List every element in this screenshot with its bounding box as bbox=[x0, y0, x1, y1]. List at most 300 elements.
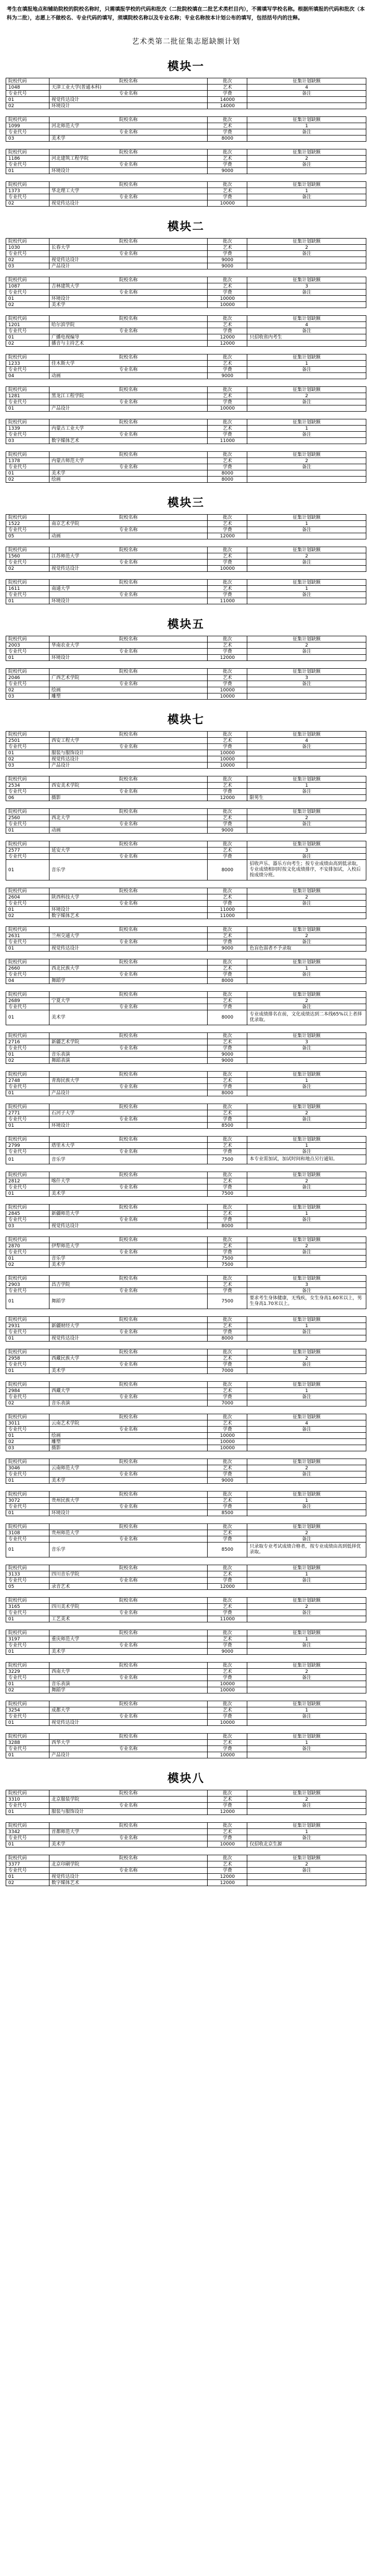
header-cell-batch: 批次 bbox=[208, 1104, 247, 1110]
university-code: 1611 bbox=[6, 586, 49, 592]
university-code: 2577 bbox=[6, 848, 49, 854]
header-cell-major-name: 专业名称 bbox=[49, 681, 208, 687]
university-block bbox=[6, 315, 366, 347]
header-cell-gap: 征集计划缺额 bbox=[247, 1172, 366, 1178]
university-batch: 艺术 bbox=[208, 894, 247, 901]
university-header-row bbox=[6, 1033, 366, 1039]
header-cell-gap: 征集计划缺额 bbox=[247, 239, 366, 245]
major-code: 01 bbox=[6, 1433, 49, 1439]
major-note bbox=[247, 1433, 366, 1439]
university-header-row bbox=[6, 636, 366, 642]
header-cell-tuition: 学费 bbox=[208, 1578, 247, 1584]
header-cell-gap: 征集计划缺额 bbox=[247, 809, 366, 815]
header-cell-major-code: 专业代号 bbox=[6, 367, 49, 373]
major-tuition: 8000 bbox=[208, 978, 247, 984]
major-name: 服装与服饰设计 bbox=[49, 750, 208, 756]
header-cell-note: 备注 bbox=[247, 162, 366, 168]
university-name: 昌吉学院 bbox=[49, 1282, 208, 1288]
university-row bbox=[6, 1178, 366, 1184]
header-cell-major-code: 专业代号 bbox=[6, 328, 49, 334]
major-code: 01 bbox=[6, 1543, 49, 1557]
header-cell-tuition: 学费 bbox=[208, 1116, 247, 1123]
header-cell-batch: 批次 bbox=[208, 1630, 247, 1636]
major-tuition: 8000 bbox=[208, 1335, 247, 1342]
header-cell-gap: 征集计划缺额 bbox=[247, 316, 366, 322]
header-cell-major-name: 专业名称 bbox=[49, 1536, 208, 1543]
university-batch: 艺术 bbox=[208, 586, 247, 592]
header-cell-code: 院校代码 bbox=[6, 992, 49, 998]
header-cell-gap: 征集计划缺额 bbox=[247, 1630, 366, 1636]
university-table bbox=[6, 926, 366, 952]
header-cell-batch: 批次 bbox=[208, 1349, 247, 1355]
university-header-row bbox=[6, 959, 366, 965]
university-row bbox=[6, 245, 366, 251]
header-cell-major-code: 专业代号 bbox=[6, 1329, 49, 1335]
major-note bbox=[247, 1478, 366, 1484]
header-cell-major-code: 专业代号 bbox=[6, 91, 49, 97]
header-cell-batch: 批次 bbox=[208, 1701, 247, 1707]
university-code: 3046 bbox=[6, 1465, 49, 1471]
university-row bbox=[6, 426, 366, 432]
university-header-row bbox=[6, 316, 366, 322]
major-code: 01 bbox=[6, 1191, 49, 1197]
header-cell-major-name: 专业名称 bbox=[49, 1610, 208, 1616]
header-cell-gap: 征集计划缺额 bbox=[247, 580, 366, 586]
header-cell-batch: 批次 bbox=[208, 1492, 247, 1498]
major-name: 绘画 bbox=[49, 1433, 208, 1439]
header-cell-tuition: 学费 bbox=[208, 432, 247, 438]
major-name: 美术学 bbox=[49, 1649, 208, 1655]
major-name: 动画 bbox=[49, 373, 208, 379]
major-note bbox=[247, 438, 366, 444]
header-cell-major-code: 专业代号 bbox=[6, 1803, 49, 1809]
header-cell-gap: 征集计划缺额 bbox=[247, 1137, 366, 1143]
university-batch: 艺术 bbox=[208, 1669, 247, 1675]
major-note bbox=[247, 1510, 366, 1516]
header-cell-major-code: 专业代号 bbox=[6, 681, 49, 687]
major-code: 01 bbox=[6, 1090, 49, 1096]
header-cell-note: 备注 bbox=[247, 1610, 366, 1616]
major-name: 环境设计 bbox=[49, 1510, 208, 1516]
major-row bbox=[6, 533, 366, 539]
major-code: 01 bbox=[6, 1052, 49, 1058]
university-batch: 艺术 bbox=[208, 783, 247, 789]
major-note: 只招收省内考生 bbox=[247, 334, 366, 341]
major-code: 02 bbox=[6, 913, 49, 919]
university-block bbox=[6, 1630, 366, 1655]
header-cell-major-name: 专业名称 bbox=[49, 649, 208, 655]
university-table bbox=[6, 78, 366, 109]
university-row bbox=[6, 783, 366, 789]
major-name: 环境设计 bbox=[49, 168, 208, 174]
major-tuition: 12000 bbox=[208, 1809, 247, 1815]
major-header-row bbox=[6, 1084, 366, 1090]
major-name: 视觉传达设计 bbox=[49, 1720, 208, 1726]
university-code: 2870 bbox=[6, 1243, 49, 1249]
header-cell-tuition: 学费 bbox=[208, 1714, 247, 1720]
university-table bbox=[6, 1491, 366, 1516]
major-tuition: 8000 bbox=[208, 860, 247, 880]
major-note: 只录取专业考试成绩合格者，按专业成绩由高到低择优录取。 bbox=[247, 1543, 366, 1557]
university-row bbox=[6, 933, 366, 939]
major-header-row bbox=[6, 560, 366, 566]
university-block bbox=[6, 776, 366, 801]
major-row bbox=[6, 1809, 366, 1815]
header-cell-code: 院校代码 bbox=[6, 1349, 49, 1355]
header-cell-code: 院校代码 bbox=[6, 1790, 49, 1797]
university-block bbox=[6, 1172, 366, 1197]
major-code: 01 bbox=[6, 598, 49, 604]
university-name: 西北大学 bbox=[49, 815, 208, 821]
major-header-row bbox=[6, 649, 366, 655]
university-block bbox=[6, 926, 366, 952]
header-cell-tuition: 学费 bbox=[208, 194, 247, 200]
university-header-row bbox=[6, 1492, 366, 1498]
major-row bbox=[6, 1058, 366, 1064]
university-code: 1522 bbox=[6, 521, 49, 527]
major-header-row bbox=[6, 91, 366, 97]
header-cell-name: 院校名称 bbox=[49, 1276, 208, 1282]
major-header-row bbox=[6, 432, 366, 438]
header-cell-code: 院校代码 bbox=[6, 1137, 49, 1143]
major-name: 环境设计 bbox=[49, 598, 208, 604]
university-block bbox=[6, 1491, 366, 1516]
university-gap: 2 bbox=[247, 1861, 366, 1868]
university-code: 1339 bbox=[6, 426, 49, 432]
university-table bbox=[6, 116, 366, 142]
header-cell-note: 备注 bbox=[247, 1249, 366, 1256]
university-batch: 艺术 bbox=[208, 458, 247, 464]
major-note bbox=[247, 263, 366, 269]
university-row bbox=[6, 1078, 366, 1084]
university-gap: 2 bbox=[247, 1243, 366, 1249]
university-row bbox=[6, 283, 366, 290]
university-batch: 艺术 bbox=[208, 156, 247, 162]
major-row bbox=[6, 1191, 366, 1197]
header-cell-note: 备注 bbox=[247, 1045, 366, 1052]
header-cell-major-code: 专业代号 bbox=[6, 1835, 49, 1841]
major-tuition: 8000 bbox=[208, 135, 247, 142]
header-cell-batch: 批次 bbox=[208, 959, 247, 965]
major-tuition: 12000 bbox=[208, 1584, 247, 1590]
university-table bbox=[6, 149, 366, 174]
header-cell-note: 备注 bbox=[247, 290, 366, 296]
header-cell-batch: 批次 bbox=[208, 1317, 247, 1323]
university-name: 内蒙古工业大学 bbox=[49, 426, 208, 432]
major-row bbox=[6, 334, 366, 341]
major-code: 01 bbox=[6, 1123, 49, 1129]
major-row bbox=[6, 687, 366, 693]
university-batch: 艺术 bbox=[208, 642, 247, 649]
major-note: 限男生 bbox=[247, 795, 366, 801]
header-cell-major-code: 专业代号 bbox=[6, 1394, 49, 1400]
university-gap: 1 bbox=[247, 1323, 366, 1329]
university-name: 西藏民族大学 bbox=[49, 1355, 208, 1362]
major-code: 02 bbox=[6, 1058, 49, 1064]
header-cell-name: 院校名称 bbox=[49, 636, 208, 642]
major-note bbox=[247, 978, 366, 984]
university-header-row bbox=[6, 1459, 366, 1465]
university-table bbox=[6, 1733, 366, 1758]
university-code: 2631 bbox=[6, 933, 49, 939]
major-name: 视觉传达设计 bbox=[49, 566, 208, 572]
header-cell-name: 院校名称 bbox=[49, 888, 208, 894]
header-cell-name: 院校名称 bbox=[49, 354, 208, 361]
university-gap: 3 bbox=[247, 675, 366, 681]
major-header-row bbox=[6, 1329, 366, 1335]
university-block bbox=[6, 1136, 366, 1164]
header-cell-tuition: 学费 bbox=[208, 972, 247, 978]
major-note bbox=[247, 1439, 366, 1445]
major-note bbox=[247, 1880, 366, 1886]
header-cell-code: 院校代码 bbox=[6, 149, 49, 156]
major-code: 02 bbox=[6, 477, 49, 483]
header-cell-major-code: 专业代号 bbox=[6, 1249, 49, 1256]
header-cell-major-code: 专业代号 bbox=[6, 592, 49, 598]
university-code: 1186 bbox=[6, 156, 49, 162]
university-name: 兰州交通大学 bbox=[49, 933, 208, 939]
university-code: 3197 bbox=[6, 1636, 49, 1642]
header-cell-tuition: 学费 bbox=[208, 1045, 247, 1052]
major-row bbox=[6, 598, 366, 604]
major-header-row bbox=[6, 1217, 366, 1223]
major-name: 绘画 bbox=[49, 687, 208, 693]
university-code: 2812 bbox=[6, 1178, 49, 1184]
header-cell-note: 备注 bbox=[247, 1084, 366, 1090]
header-cell-major-code: 专业代号 bbox=[6, 939, 49, 945]
major-code: 02 bbox=[6, 687, 49, 693]
header-cell-batch: 批次 bbox=[208, 354, 247, 361]
university-name: 重庆师范大学 bbox=[49, 1636, 208, 1642]
major-header-row bbox=[6, 1642, 366, 1649]
university-code: 2560 bbox=[6, 815, 49, 821]
university-gap: 2 bbox=[247, 1465, 366, 1471]
university-gap: 1 bbox=[247, 123, 366, 129]
header-cell-note: 备注 bbox=[247, 432, 366, 438]
header-cell-note: 备注 bbox=[247, 367, 366, 373]
header-cell-code: 院校代码 bbox=[6, 1823, 49, 1829]
major-tuition: 7500 bbox=[208, 1191, 247, 1197]
university-name: 西北民族大学 bbox=[49, 965, 208, 972]
university-batch: 艺术 bbox=[208, 1388, 247, 1394]
major-tuition: 7500 bbox=[208, 1155, 247, 1164]
major-row bbox=[6, 860, 366, 880]
header-cell-code: 院校代码 bbox=[6, 776, 49, 783]
university-gap: 2 bbox=[247, 1178, 366, 1184]
major-row bbox=[6, 200, 366, 207]
university-batch: 艺术 bbox=[208, 1707, 247, 1714]
university-header-row bbox=[6, 277, 366, 283]
major-note bbox=[247, 168, 366, 174]
header-cell-tuition: 学费 bbox=[208, 649, 247, 655]
header-cell-code: 院校代码 bbox=[6, 841, 49, 848]
major-tuition: 10000 bbox=[208, 566, 247, 572]
major-code: 03 bbox=[6, 438, 49, 444]
major-note bbox=[247, 200, 366, 207]
university-gap: 1 bbox=[247, 1211, 366, 1217]
university-batch: 艺术 bbox=[208, 283, 247, 290]
major-name: 舞蹈学 bbox=[49, 1294, 208, 1309]
university-row bbox=[6, 1669, 366, 1675]
major-note bbox=[247, 913, 366, 919]
university-header-row bbox=[6, 1382, 366, 1388]
header-cell-code: 院校代码 bbox=[6, 1276, 49, 1282]
header-cell-note: 备注 bbox=[247, 1504, 366, 1510]
university-row bbox=[6, 84, 366, 91]
major-name: 视觉传达设计 bbox=[49, 200, 208, 207]
header-cell-note: 备注 bbox=[247, 681, 366, 687]
header-cell-note: 备注 bbox=[247, 649, 366, 655]
university-table bbox=[6, 547, 366, 572]
header-cell-note: 备注 bbox=[247, 464, 366, 470]
header-cell-major-code: 专业代号 bbox=[6, 1642, 49, 1649]
header-cell-major-code: 专业代号 bbox=[6, 527, 49, 533]
university-table bbox=[6, 1104, 366, 1129]
university-table bbox=[6, 1172, 366, 1197]
header-cell-gap: 征集计划缺额 bbox=[247, 117, 366, 123]
header-cell-batch: 批次 bbox=[208, 1382, 247, 1388]
major-row bbox=[6, 795, 366, 801]
university-name: 河北建筑工程学院 bbox=[49, 156, 208, 162]
major-name: 动画 bbox=[49, 533, 208, 539]
header-cell-major-name: 专业名称 bbox=[49, 1427, 208, 1433]
major-name: 环境设计 bbox=[49, 907, 208, 913]
university-batch: 艺术 bbox=[208, 933, 247, 939]
major-name: 雕塑 bbox=[49, 693, 208, 700]
header-cell-tuition: 学费 bbox=[208, 290, 247, 296]
university-name: 首都师范大学 bbox=[49, 1829, 208, 1835]
header-cell-note: 备注 bbox=[247, 854, 366, 860]
university-row bbox=[6, 1571, 366, 1578]
major-tuition: 8000 bbox=[208, 470, 247, 477]
university-header-row bbox=[6, 387, 366, 393]
header-cell-name: 院校名称 bbox=[49, 1734, 208, 1740]
major-tuition: 12000 bbox=[208, 795, 247, 801]
major-note: 专业成绩排名在前，文化成绩达到二本线65%以上者择优录取。 bbox=[247, 1010, 366, 1025]
major-row bbox=[6, 1720, 366, 1726]
header-cell-code: 院校代码 bbox=[6, 1205, 49, 1211]
university-code: 3011 bbox=[6, 1420, 49, 1427]
header-cell-note: 备注 bbox=[247, 129, 366, 135]
header-cell-note: 备注 bbox=[247, 560, 366, 566]
header-cell-name: 院校名称 bbox=[49, 1598, 208, 1604]
major-name: 音乐表演 bbox=[49, 1052, 208, 1058]
major-code: 01 bbox=[6, 1510, 49, 1516]
major-tuition: 12000 bbox=[208, 334, 247, 341]
major-row bbox=[6, 1752, 366, 1758]
university-table bbox=[6, 1701, 366, 1726]
major-tuition: 14000 bbox=[208, 103, 247, 109]
university-code: 2771 bbox=[6, 1110, 49, 1116]
university-header-row bbox=[6, 1790, 366, 1797]
major-header-row bbox=[6, 290, 366, 296]
header-cell-tuition: 学费 bbox=[208, 162, 247, 168]
major-code: 01 bbox=[6, 945, 49, 952]
university-table bbox=[6, 579, 366, 604]
major-note bbox=[247, 907, 366, 913]
header-cell-major-name: 专业名称 bbox=[49, 91, 208, 97]
header-cell-tuition: 学费 bbox=[208, 1610, 247, 1616]
university-table bbox=[6, 354, 366, 379]
university-row bbox=[6, 1420, 366, 1427]
major-name: 视觉传达设计 bbox=[49, 1223, 208, 1229]
university-block bbox=[6, 841, 366, 880]
major-header-row bbox=[6, 527, 366, 533]
university-gap: 2 bbox=[247, 393, 366, 399]
module-section bbox=[6, 58, 366, 207]
major-row bbox=[6, 693, 366, 700]
major-code: 02 bbox=[6, 1687, 49, 1693]
major-code: 02 bbox=[6, 302, 49, 308]
university-code: 1560 bbox=[6, 553, 49, 560]
major-note: 要求考生身体健康，无残疾，女生身高1.60米以上，男生身高1.70米以上。 bbox=[247, 1294, 366, 1309]
major-name: 视觉传达设计 bbox=[49, 945, 208, 952]
major-tuition: 10000 bbox=[208, 1439, 247, 1445]
header-cell-name: 院校名称 bbox=[49, 732, 208, 738]
header-cell-gap: 征集计划缺额 bbox=[247, 841, 366, 848]
header-cell-note: 备注 bbox=[247, 1116, 366, 1123]
header-cell-code: 院校代码 bbox=[6, 78, 49, 84]
header-cell-batch: 批次 bbox=[208, 452, 247, 458]
header-cell-batch: 批次 bbox=[208, 1072, 247, 1078]
header-cell-tuition: 学费 bbox=[208, 251, 247, 257]
major-header-row bbox=[6, 1868, 366, 1874]
university-table bbox=[6, 419, 366, 444]
major-tuition: 12000 bbox=[208, 341, 247, 347]
university-gap: 3 bbox=[247, 1282, 366, 1288]
header-cell-batch: 批次 bbox=[208, 1790, 247, 1797]
major-note bbox=[247, 1752, 366, 1758]
major-code: 04 bbox=[6, 978, 49, 984]
header-cell-note: 备注 bbox=[247, 91, 366, 97]
major-note bbox=[247, 302, 366, 308]
university-code: 3288 bbox=[6, 1740, 49, 1746]
university-row bbox=[6, 1604, 366, 1610]
module-title: 模块二 bbox=[167, 221, 205, 233]
header-cell-major-code: 专业代号 bbox=[6, 194, 49, 200]
header-cell-batch: 批次 bbox=[208, 149, 247, 156]
major-header-row bbox=[6, 1504, 366, 1510]
university-table bbox=[6, 888, 366, 919]
major-code: 02 bbox=[6, 1400, 49, 1406]
header-cell-code: 院校代码 bbox=[6, 1414, 49, 1420]
header-cell-major-code: 专业代号 bbox=[6, 432, 49, 438]
university-name: 云南艺术学院 bbox=[49, 1420, 208, 1427]
major-row bbox=[6, 470, 366, 477]
university-header-row bbox=[6, 547, 366, 553]
major-header-row bbox=[6, 1578, 366, 1584]
header-cell-note: 备注 bbox=[247, 1288, 366, 1294]
header-cell-gap: 征集计划缺额 bbox=[247, 732, 366, 738]
header-cell-major-name: 专业名称 bbox=[49, 1184, 208, 1191]
header-cell-name: 院校名称 bbox=[49, 239, 208, 245]
university-name: 成都大学 bbox=[49, 1707, 208, 1714]
university-block bbox=[6, 1733, 366, 1758]
university-name: 长春大学 bbox=[49, 245, 208, 251]
major-header-row bbox=[6, 972, 366, 978]
header-cell-code: 院校代码 bbox=[6, 1317, 49, 1323]
major-note bbox=[247, 1090, 366, 1096]
university-header-row bbox=[6, 239, 366, 245]
header-cell-name: 院校名称 bbox=[49, 1855, 208, 1861]
university-gap: 2 bbox=[247, 1604, 366, 1610]
major-row bbox=[6, 1123, 366, 1129]
university-batch: 艺术 bbox=[208, 1355, 247, 1362]
university-batch: 艺术 bbox=[208, 1498, 247, 1504]
major-tuition: 8000 bbox=[208, 1223, 247, 1229]
major-tuition: 9000 bbox=[208, 1478, 247, 1484]
university-code: 2660 bbox=[6, 965, 49, 972]
